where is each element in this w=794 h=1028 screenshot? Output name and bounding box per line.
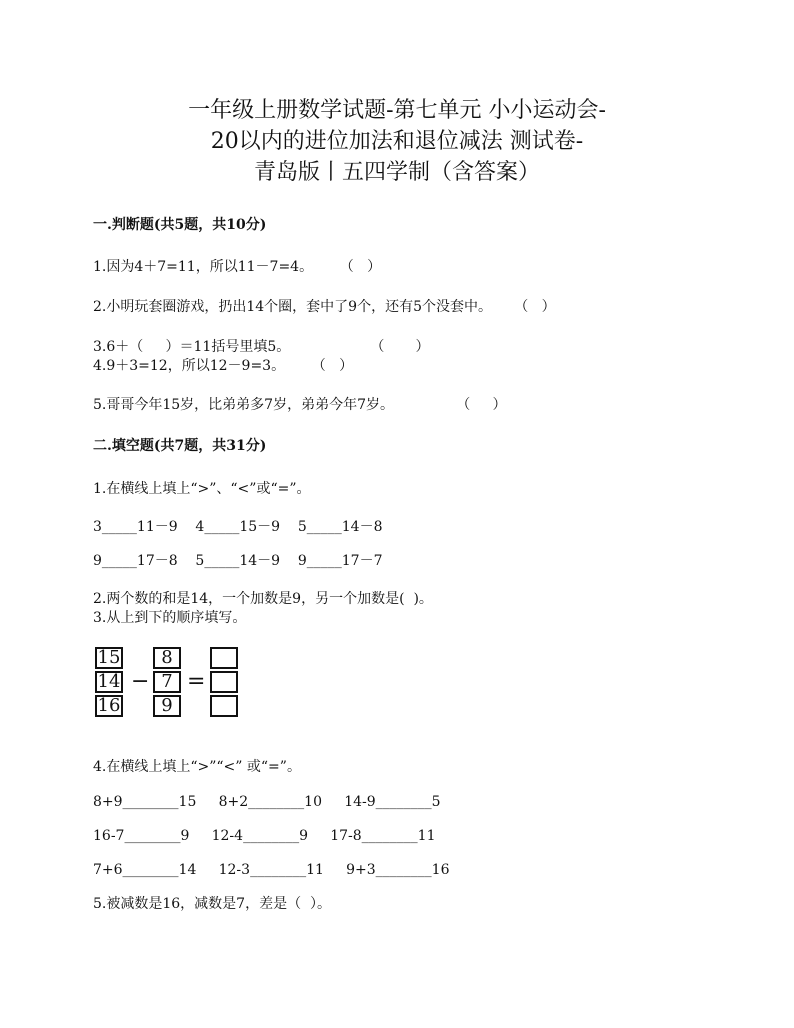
- answer-cell-1[interactable]: [210, 647, 238, 669]
- question-2-1-row2: 9_____17－8 5_____14－9 9_____17－7: [93, 553, 383, 569]
- equals-sign: =: [187, 669, 206, 694]
- answer-cell-2[interactable]: [210, 671, 238, 693]
- right-cell-2: 7: [153, 671, 181, 693]
- subtraction-figure: [93, 645, 253, 721]
- question-1-1: 1.因为4＋7=11，所以11－7=4。 （ ）: [93, 259, 382, 275]
- question-2-3: 3.从上到下的顺序填写。: [93, 610, 247, 626]
- question-2-5: 5.被减数是16，减数是7，差是（ ）。: [93, 896, 331, 912]
- question-2-4-row3: 7+6________14 12-3________11 9+3________16: [93, 862, 450, 878]
- right-cell-1: 8: [153, 647, 181, 669]
- left-cell-1: 15: [95, 647, 123, 669]
- question-2-2: 2.两个数的和是14，一个加数是9，另一个加数是( )。: [93, 591, 433, 607]
- answer-cell-3[interactable]: [210, 695, 238, 717]
- left-cell-3: 16: [95, 695, 123, 717]
- question-1-4: 4.9＋3=12，所以12－9=3。 （ ）: [93, 358, 354, 374]
- question-2-1: 1.在横线上填上“>”、“<”或“=”。: [93, 481, 311, 497]
- question-1-5: 5.哥哥今年15岁，比弟弟多7岁，弟弟今年7岁。 （ ）: [93, 397, 507, 413]
- doc-title-line2: 20以内的进位加法和退位减法 测试卷-: [210, 129, 584, 154]
- doc-title-line1: 一年级上册数学试题-第七单元 小小运动会-: [188, 98, 606, 123]
- question-2-1-row1: 3_____11－9 4_____15－9 5_____14－8: [93, 519, 383, 535]
- question-1-3: 3.6＋（ ）＝11括号里填5。 （ ）: [93, 339, 430, 355]
- right-cell-3: 9: [153, 695, 181, 717]
- left-cell-2: 14: [95, 671, 123, 693]
- doc-title-line3: 青岛版丨五四学制（含答案）: [253, 160, 540, 185]
- section2-heading: 二.填空题(共7题，共31分): [93, 438, 267, 454]
- question-2-4: 4.在横线上填上“>”“<” 或“=”。: [93, 759, 301, 775]
- minus-sign: −: [131, 669, 150, 694]
- question-2-4-row1: 8+9________15 8+2________10 14-9________5: [93, 794, 441, 810]
- question-2-4-row2: 16-7________9 12-4________9 17-8________11: [93, 828, 436, 844]
- section1-heading: 一.判断题(共5题，共10分): [93, 217, 267, 233]
- question-1-2: 2.小明玩套圈游戏，扔出14个圈，套中了9个，还有5个没套中。 （ ）: [93, 299, 556, 315]
